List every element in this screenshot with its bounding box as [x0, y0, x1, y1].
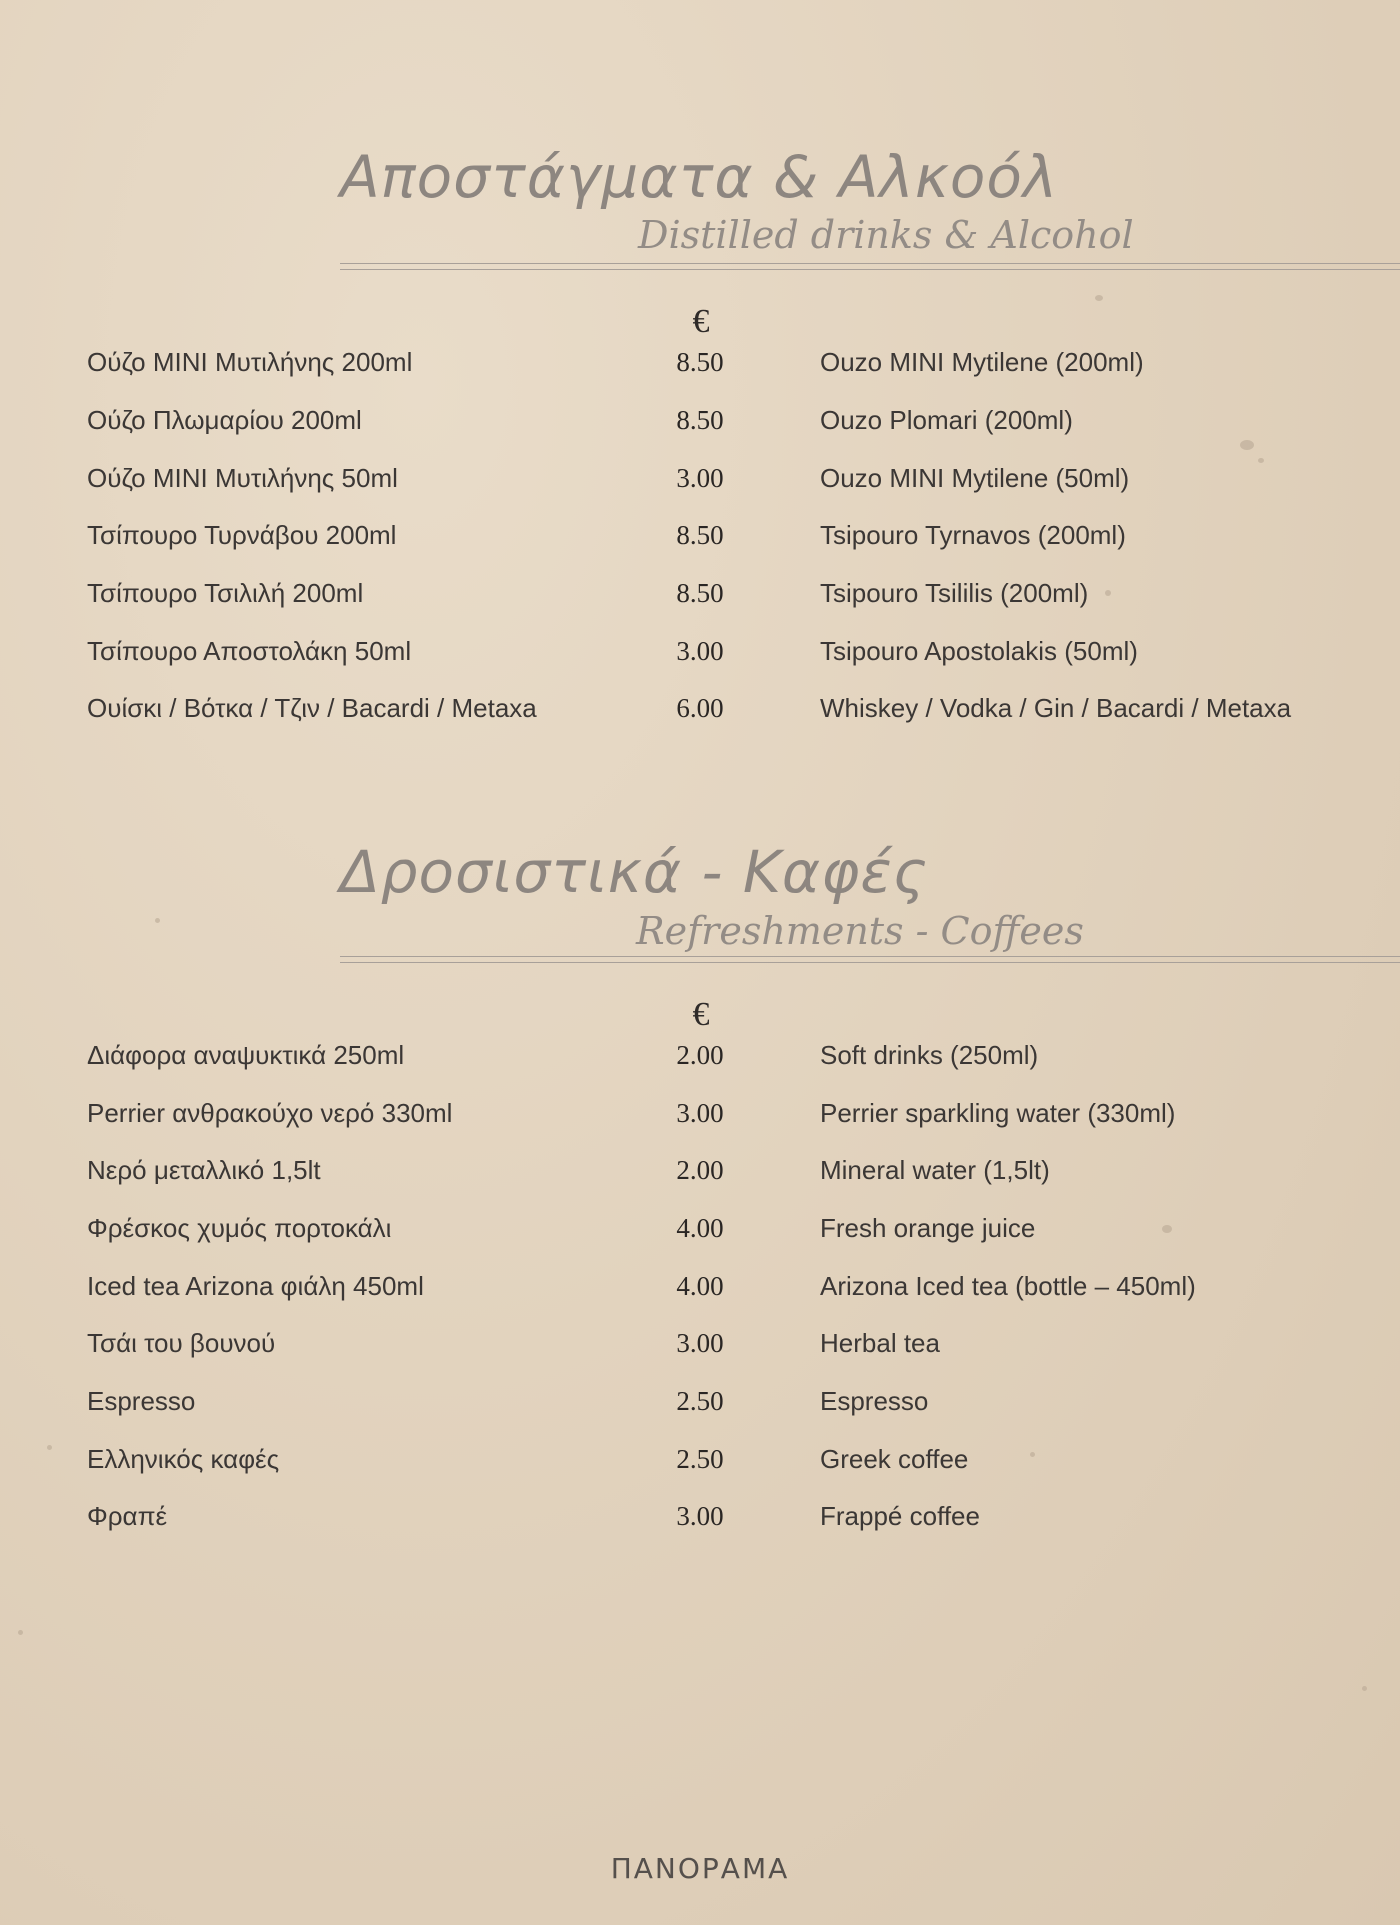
menu-item-row	[0, 1271, 1400, 1311]
section-title-greek: Αποστάγματα & Αλκοόλ	[340, 143, 1059, 211]
item-name-english: Espresso	[820, 1386, 929, 1416]
menu-item-row	[0, 1098, 1400, 1138]
paper-speck	[18, 1630, 23, 1635]
item-name-english: Herbal tea	[820, 1328, 940, 1358]
item-name-greek: Ούζο MINI Μυτιλήνης 50ml	[87, 463, 398, 493]
item-name-english: Tsipouro Apostolakis (50ml)	[820, 636, 1138, 666]
item-name-greek: Φρέσκος χυμός πορτοκάλι	[87, 1213, 392, 1243]
item-price: 3.00	[676, 1501, 724, 1531]
item-name-english: Ouzo MINI Mytilene (200ml)	[820, 347, 1144, 377]
item-name-greek: Τσίπουρο Τυρνάβου 200ml	[87, 520, 397, 550]
section-title-english: Refreshments - Coffees	[636, 909, 1084, 953]
menu-item-row	[0, 347, 1400, 387]
item-price: 2.00	[676, 1040, 724, 1070]
item-name-english: Ouzo MINI Mytilene (50ml)	[820, 463, 1130, 493]
footer-brand: ΠΑΝΟΡΑΜΑ	[610, 1852, 790, 1885]
item-name-english: Tsipouro Tyrnavos (200ml)	[820, 520, 1126, 550]
item-price: 8.50	[676, 347, 724, 377]
item-price: 8.50	[676, 578, 724, 608]
divider-line	[340, 269, 1400, 270]
menu-item-row	[0, 520, 1400, 560]
item-name-english: Arizona Iced tea (bottle – 450ml)	[820, 1271, 1196, 1301]
item-name-greek: Τσάι του βουνού	[87, 1328, 276, 1358]
item-name-greek: Ουίσκι / Βότκα / Τζιν / Bacardi / Metaxa	[87, 693, 537, 723]
item-name-greek: Φραπέ	[87, 1501, 168, 1531]
item-price: 3.00	[676, 1098, 724, 1128]
item-name-english: Ouzo Plomari (200ml)	[820, 405, 1073, 435]
item-name-english: Soft drinks (250ml)	[820, 1040, 1039, 1070]
menu-item-row	[0, 463, 1400, 503]
item-name-english: Tsipouro Tsililis (200ml)	[820, 578, 1089, 608]
item-price: 2.50	[676, 1444, 724, 1474]
item-price: 8.50	[676, 405, 724, 435]
item-price: 2.50	[676, 1386, 724, 1416]
paper-speck	[155, 918, 160, 923]
currency-symbol: €	[692, 996, 710, 1033]
item-name-greek: Νερό μεταλλικό 1,5lt	[87, 1155, 321, 1185]
item-name-greek: Espresso	[87, 1386, 196, 1416]
item-name-greek: Τσίπουρο Τσιλιλή 200ml	[87, 578, 364, 608]
item-name-greek: Διάφορα αναψυκτικά 250ml	[87, 1040, 405, 1070]
menu-item-row	[0, 693, 1400, 733]
item-price: 8.50	[676, 520, 724, 550]
item-price: 4.00	[676, 1271, 724, 1301]
item-name-greek: Ελληνικός καφές	[87, 1444, 280, 1474]
item-price: 3.00	[676, 1328, 724, 1358]
divider-line	[340, 263, 1400, 264]
menu-item-row	[0, 1328, 1400, 1368]
paper-speck	[1095, 295, 1103, 301]
item-price: 2.00	[676, 1155, 724, 1185]
paper-speck	[1362, 1686, 1367, 1691]
item-name-greek: Ούζο Πλωμαρίου 200ml	[87, 405, 362, 435]
item-name-english: Frappé coffee	[820, 1501, 980, 1531]
menu-item-row	[0, 578, 1400, 618]
menu-item-row	[0, 1155, 1400, 1195]
item-name-english: Fresh orange juice	[820, 1213, 1036, 1243]
section-title-greek: Δροσιστικά - Καφές	[340, 838, 928, 906]
item-name-english: Perrier sparkling water (330ml)	[820, 1098, 1176, 1128]
menu-item-row	[0, 1386, 1400, 1426]
item-price: 3.00	[676, 636, 724, 666]
menu-item-row	[0, 1501, 1400, 1541]
divider-line	[340, 962, 1400, 963]
menu-item-row	[0, 636, 1400, 676]
section-title-english: Distilled drinks & Alcohol	[638, 213, 1134, 257]
item-name-greek: Τσίπουρο Αποστολάκη 50ml	[87, 636, 412, 666]
item-price: 4.00	[676, 1213, 724, 1243]
item-name-english: Mineral water (1,5lt)	[820, 1155, 1050, 1185]
menu-item-row	[0, 1444, 1400, 1484]
menu-item-row	[0, 405, 1400, 445]
item-price: 3.00	[676, 463, 724, 493]
item-name-greek: Iced tea Arizona φιάλη 450ml	[87, 1271, 424, 1301]
item-price: 6.00	[676, 693, 724, 723]
divider-line	[340, 956, 1400, 957]
item-name-english: Greek coffee	[820, 1444, 969, 1474]
menu-item-row	[0, 1213, 1400, 1253]
menu-item-row	[0, 1040, 1400, 1080]
item-name-greek: Ούζο MINI Μυτιλήνης 200ml	[87, 347, 413, 377]
item-name-greek: Perrier ανθρακούχο νερό 330ml	[87, 1098, 453, 1128]
currency-symbol: €	[692, 303, 710, 340]
item-name-english: Whiskey / Vodka / Gin / Bacardi / Metaxa	[820, 693, 1292, 723]
